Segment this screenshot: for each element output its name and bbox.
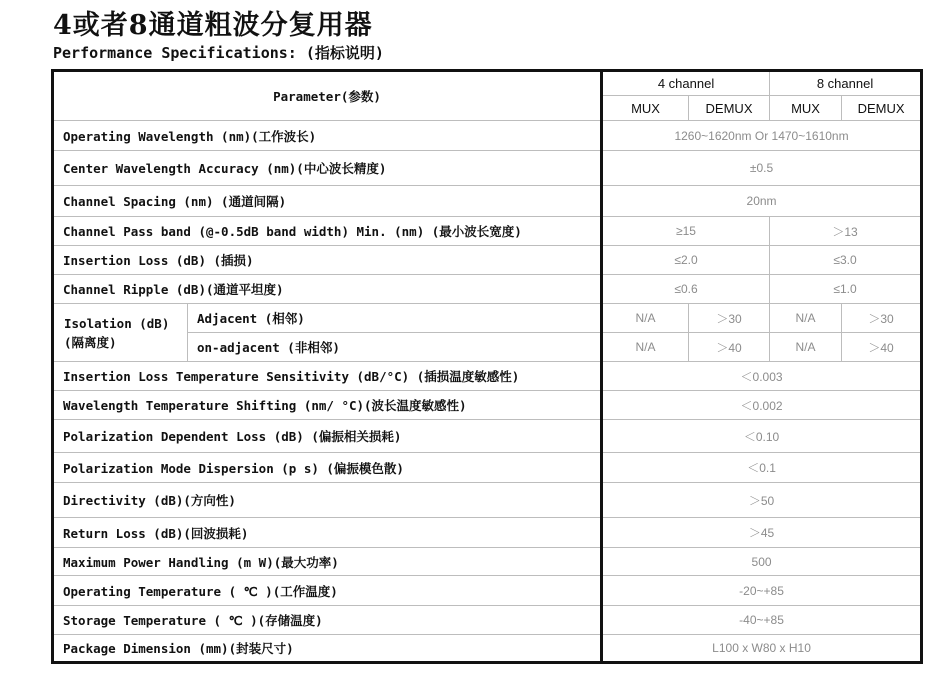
table-row-isolation-adjacent — [53, 304, 922, 333]
row-value-max-power: 500 — [602, 548, 922, 576]
row-label-storage-temperature: Storage Temperature ( ℃ )(存储温度) — [53, 606, 602, 635]
demux-header-4ch: DEMUX — [689, 96, 770, 121]
table-row — [53, 151, 922, 186]
non-adjacent-demux-4ch: ＞40 — [689, 333, 770, 362]
table-row — [53, 121, 922, 151]
parameter-header: Parameter(参数) — [53, 71, 602, 121]
spec-table — [51, 69, 923, 664]
row-label-return-loss: Return Loss (dB)(回波损耗) — [53, 518, 602, 548]
isolation-label — [53, 304, 188, 362]
four-channel-header: 4 channel — [602, 71, 770, 96]
adjacent-demux-4ch: ＞30 — [689, 304, 770, 333]
row-label-package-dimension: Package Dimension (mm)(封装尺寸) — [53, 635, 602, 663]
row-value-channel-ripple-8ch: ≤1.0 — [770, 275, 922, 304]
adjacent-label: Adjacent (相邻) — [188, 304, 602, 333]
non-adjacent-mux-8ch: N/A — [770, 333, 842, 362]
row-label-operating-temperature: Operating Temperature ( ℃ )(工作温度) — [53, 576, 602, 606]
row-value-center-wavelength-accuracy: ±0.5 — [602, 151, 922, 186]
page-title: 4或者8通道粗波分复用器 — [53, 10, 373, 41]
table-row — [53, 635, 922, 663]
row-value-pdl: ＜0.10 — [602, 420, 922, 453]
row-value-operating-temperature: -20~+85 — [602, 576, 922, 606]
row-value-package-dimension: L100 x W80 x H10 — [602, 635, 922, 663]
row-value-pass-band-4ch: ≥15 — [602, 217, 770, 246]
non-adjacent-label: on-adjacent (非相邻) — [188, 333, 602, 362]
eight-channel-header: 8 channel — [770, 71, 922, 96]
row-value-il-temp-sensitivity: ＜0.003 — [602, 362, 922, 391]
adjacent-mux-4ch: N/A — [602, 304, 689, 333]
row-label-directivity: Directivity (dB)(方向性) — [53, 483, 602, 518]
table-row — [53, 362, 922, 391]
row-value-storage-temperature: -40~+85 — [602, 606, 922, 635]
table-row — [53, 186, 922, 217]
table-row — [53, 420, 922, 453]
row-value-wavelength-temp-shifting: ＜0.002 — [602, 391, 922, 420]
row-label-il-temp-sensitivity: Insertion Loss Temperature Sensitivity (dB/°C) (插损温度敏感性) — [53, 362, 602, 391]
table-row — [53, 548, 922, 576]
row-value-directivity: ＞50 — [602, 483, 922, 518]
isolation-label-line1: Isolation (dB) — [64, 315, 170, 331]
row-label-operating-wavelength: Operating Wavelength (nm)(工作波长) — [53, 121, 602, 151]
demux-header-8ch: DEMUX — [842, 96, 922, 121]
table-row — [53, 246, 922, 275]
page-subtitle: Performance Specifications: (指标说明) — [53, 44, 384, 62]
table-row — [53, 391, 922, 420]
header-row-1 — [53, 71, 922, 96]
adjacent-demux-8ch: ＞30 — [842, 304, 922, 333]
row-label-channel-ripple: Channel Ripple (dB)(通道平坦度) — [53, 275, 602, 304]
isolation-label-line2: (隔离度) — [64, 334, 117, 350]
row-label-max-power: Maximum Power Handling (m W)(最大功率) — [53, 548, 602, 576]
row-value-operating-wavelength: 1260~1620nm Or 1470~1610nm — [602, 121, 922, 151]
mux-header-4ch: MUX — [602, 96, 689, 121]
row-label-pmd: Polarization Mode Dispersion (p s) (偏振模色散) — [53, 453, 602, 483]
non-adjacent-mux-4ch: N/A — [602, 333, 689, 362]
row-label-insertion-loss: Insertion Loss (dB) (插损) — [53, 246, 602, 275]
row-label-center-wavelength-accuracy: Center Wavelength Accuracy (nm)(中心波长精度) — [53, 151, 602, 186]
mux-header-8ch: MUX — [770, 96, 842, 121]
row-value-return-loss: ＞45 — [602, 518, 922, 548]
table-row — [53, 576, 922, 606]
table-row — [53, 453, 922, 483]
table-row — [53, 217, 922, 246]
table-row — [53, 606, 922, 635]
row-label-wavelength-temp-shifting: Wavelength Temperature Shifting (nm/ °C)(波长温度敏感性) — [53, 391, 602, 420]
table-row — [53, 483, 922, 518]
row-value-insertion-loss-4ch: ≤2.0 — [602, 246, 770, 275]
row-value-pmd: ＜0.1 — [602, 453, 922, 483]
row-value-channel-spacing: 20nm — [602, 186, 922, 217]
table-row — [53, 275, 922, 304]
row-value-channel-ripple-4ch: ≤0.6 — [602, 275, 770, 304]
non-adjacent-demux-8ch: ＞40 — [842, 333, 922, 362]
row-label-channel-pass-band: Channel Pass band (@-0.5dB band width) Min. (nm) (最小波长宽度) — [53, 217, 602, 246]
table-row — [53, 518, 922, 548]
row-value-pass-band-8ch: ＞13 — [770, 217, 922, 246]
row-label-channel-spacing: Channel Spacing (nm) (通道间隔) — [53, 186, 602, 217]
row-label-pdl: Polarization Dependent Loss (dB) (偏振相关损耗) — [53, 420, 602, 453]
row-value-insertion-loss-8ch: ≤3.0 — [770, 246, 922, 275]
adjacent-mux-8ch: N/A — [770, 304, 842, 333]
